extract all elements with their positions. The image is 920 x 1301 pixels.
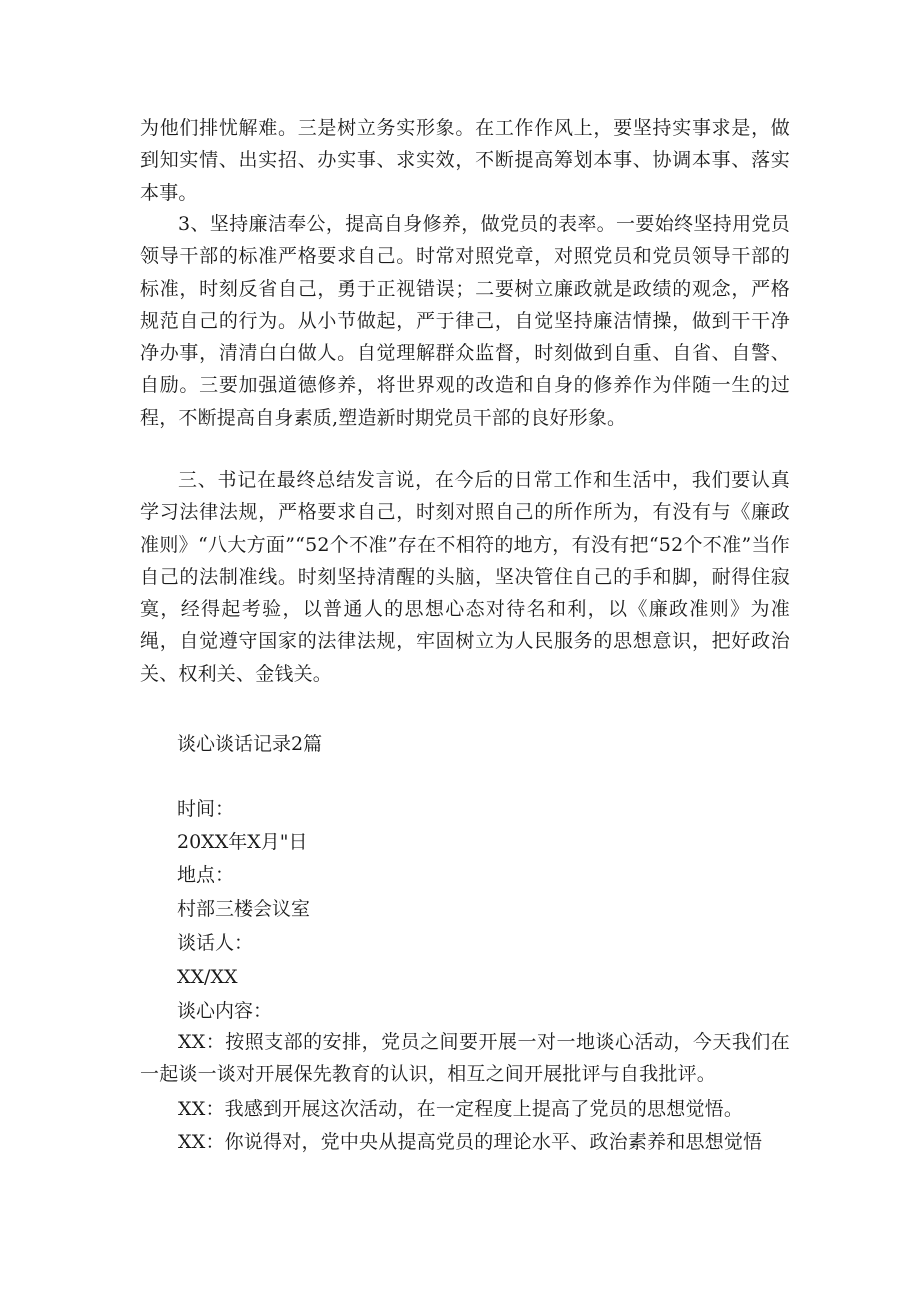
place-label: 地点： bbox=[177, 864, 235, 886]
speaker-label: 谈话人： bbox=[177, 932, 254, 954]
dialogue-line-3: XX：你说得对，党中央从提高党员的理论水平、政治素养和思想觉悟 bbox=[178, 1131, 763, 1153]
paragraph-integrity: 3、坚持廉洁奉公，提高自身修养，做党员的表率。一要始终坚持用党员领导干部的标准严格要求自己。时常对照党章，对照党员和党员领导干部的标准，时刻反省自己，勇于正视错误；二要树立廉政就是政绩的观念，严格规范自己的行为。从小节做起，严于律己，自觉坚持廉洁情操，做到干干净净办事，清清白白做人。自觉理解群众监督，时刻做到自重、自省、自警、自励。三要加强道德修养，将世界观的改造和自身的修养作为伴随一生的过程，不断提高自身素质,塑造新时期党员干部的良好形象。 bbox=[140, 213, 790, 429]
content-label: 谈心内容： bbox=[177, 1000, 273, 1022]
dialogue-line-1: XX：按照支部的安排，党员之间要开展一对一地谈心活动，今天我们在一起谈一谈对开展保先教育的认识，相互之间开展批评与自我批评。 bbox=[140, 1031, 790, 1086]
time-label: 时间： bbox=[177, 798, 235, 820]
paragraph-work-style: 为他们排忧解难。三是树立务实形象。在工作作风上，要坚持实事求是，做到知实情、出实招、办实事、求实效，不断提高筹划本事、协调本事、落实本事。 bbox=[140, 117, 790, 204]
paragraph-secretary-summary: 三、书记在最终总结发言说，在今后的日常工作和生活中，我们要认真学习法律法规，严格要求自己，时刻对照自己的所作所为，有没有与《廉政准则》“八大方面”“52个不准”存在不相符的地方，有没有把“52个不准”当作自己的法制准线。时刻坚持清醒的头脑，坚决管住自己的手和脚，耐得住寂寞，经得起考验，以普通人的思想心态对待名和利，以《廉政准则》为准绳，自觉遵守国家的法律法规，牢固树立为人民服务的思想意识，把好政治关、权利关、金钱关。 bbox=[140, 469, 790, 685]
speaker-value: XX/XX bbox=[177, 966, 238, 988]
dialogue-line-2: XX：我感到开展这次活动，在一定程度上提高了党员的思想觉悟。 bbox=[178, 1098, 744, 1120]
time-value: 20XX年X月"日 bbox=[177, 831, 308, 853]
place-value: 村部三楼会议室 bbox=[177, 898, 311, 920]
section-title: 谈心谈话记录2篇 bbox=[177, 733, 323, 755]
